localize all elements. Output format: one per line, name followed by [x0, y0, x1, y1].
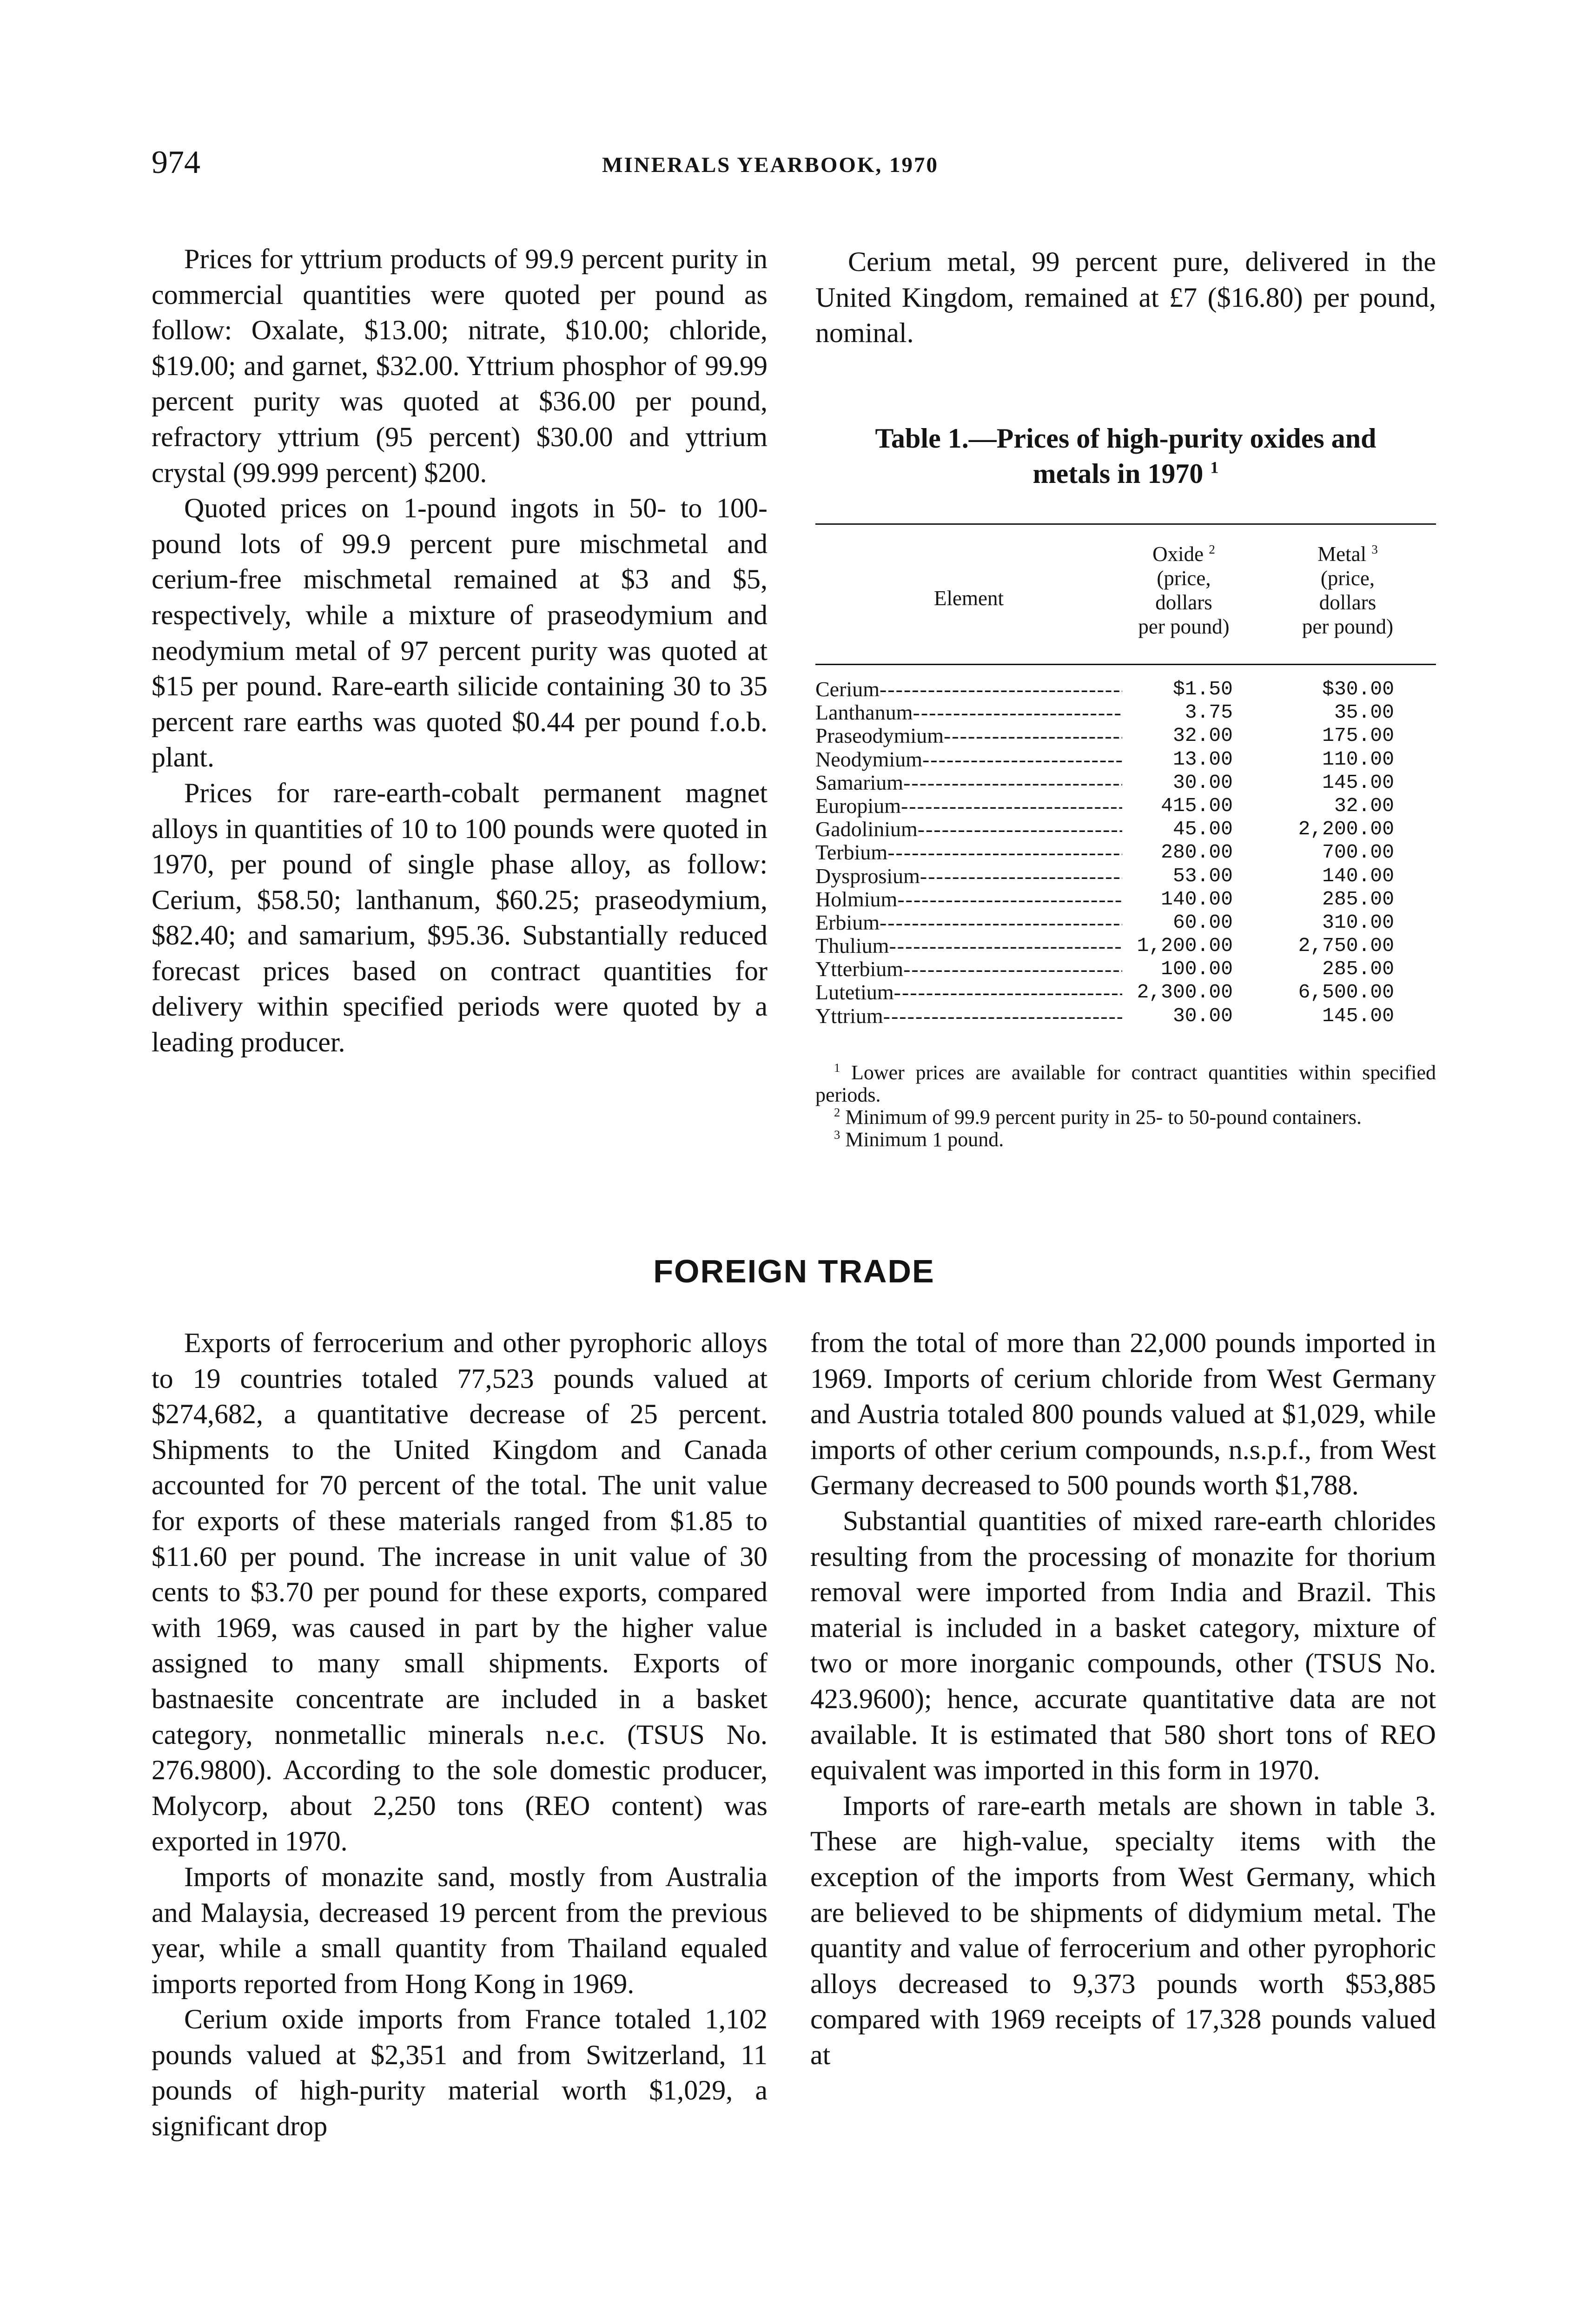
table-row: Erbium ----- 60.00 310.00: [815, 911, 1436, 934]
table-footnotes: [815, 1062, 1436, 1151]
table-row: Terbium ----- 280.00 700.00: [815, 841, 1436, 864]
table-body: [815, 678, 1436, 1028]
price-table: [815, 523, 1436, 1035]
table-title: [815, 421, 1436, 491]
paragraph-continuation: from the total of more than 22,000 pounds imported in 1969. Imports of cerium chloride from West Germany and Austria totaled 800 pounds valued at $1,029, while imports of other cerium compounds, n.s.p.f., from West Germany decreased to 500 pounds worth $1,788.: [810, 1327, 1436, 1501]
header-element: Element: [934, 587, 1004, 610]
paragraph: Quoted prices on 1-pound ingots in 50- to 100-pound lots of 99.9 percent pure mischmetal and cerium-free mischmetal remained at $3 and $5, respectively, while a mixture of praseodymium and neodymium metal of 97 percent purity was quoted at $15 per pound. Rare-earth silicide containing 30 to 35 percent rare earths was quoted $0.44 per pound f.o.b. plant.: [152, 493, 768, 773]
prices-text-column: [152, 241, 768, 1060]
table-row: Yttrium ----- 30.00 145.00: [815, 1004, 1436, 1028]
footnote: $^3$ Minimum 1 pound.: [834, 1128, 1004, 1151]
paragraph: Substantial quantities of mixed rare-earth chlorides resulting from the processing of monazite for thorium removal were imported from India and Brazil. This material is included in a basket category, mixture of two or more inorganic compounds, other (TSUS No. 423.9600); hence, accurate quantitative data are not available. It is estimated that 580 short tons of REO equivalent was imported in this form in 1970.: [810, 1505, 1436, 1786]
running-title: MINERALS YEARBOOK, 1970: [602, 153, 939, 177]
table-row: Dysprosium ----- 53.00 140.00: [815, 865, 1436, 888]
header-oxide: Oxide $^2$ (price, dollars per pound): [1138, 542, 1230, 638]
table-row: Gadolinium ----- 45.00 2,200.00: [815, 818, 1436, 841]
paragraph: Imports of monazite sand, mostly from Australia and Malaysia, decreased 19 percent from the previous year, while a small quantity from Thailand equaled imports reported from Hong Kong in 1969.: [152, 1861, 768, 1999]
table-row: Ytterbium ----- 100.00 285.00: [815, 957, 1436, 981]
foreign-trade-left-column: [152, 1325, 768, 2144]
page-number: 974: [152, 145, 200, 180]
table-row: Holmium ----- 140.00 285.00: [815, 888, 1436, 911]
paragraph: Cerium metal, 99 percent pure, delivered in the United Kingdom, remained at £7 ($16.80) per pound, nominal.: [815, 246, 1436, 349]
table-row: Thulium ----- 1,200.00 2,750.00: [815, 934, 1436, 957]
paragraph: Prices for yttrium products of 99.9 percent purity in commercial quantities were quoted per pound as follow: Oxalate, $13.00; nitrate, $10.00; chloride, $19.00; and garnet, $32.00. Yttrium phosphor of 99.99 percent purity was quoted at $36.00 per pound, refractory yttrium (95 percent) $30.00 and yttrium crystal (99.999 percent) $200.: [152, 244, 768, 488]
section-heading: FOREIGN TRADE: [653, 1253, 935, 1289]
table-title-footnote-mark: 1: [1210, 458, 1219, 477]
table-row: Cerium ----- $1.50 $30.00: [815, 678, 1436, 701]
paragraph: Prices for rare-earth-cobalt permanent magnet alloys in quantities of 10 to 100 pounds were quoted in 1970, per pound of single phase alloy, as follow: Cerium, $58.50; lanthanum, $60.25; praseodymium, $82.40; and samarium, $95.36. Substantially reduced forecast prices based on contract quantities for delivery within specified periods were quoted by a leading producer.: [152, 777, 768, 1058]
header-metal: Metal $^3$ (price, dollars per pound): [1302, 542, 1394, 638]
table-row: Samarium ----- 30.00 145.00: [815, 771, 1436, 794]
paragraph: Cerium oxide imports from France totaled 1,102 pounds valued at $2,351 and from Switzerland, 11 pounds of high-purity material worth $1,029, a significant drop: [152, 2004, 768, 2142]
table-title-line-1: Table 1.—Prices of high-purity oxides and: [875, 423, 1376, 454]
table-row: Europium ----- 415.00 32.00: [815, 794, 1436, 818]
cerium-metal-note: [815, 244, 1436, 351]
footnote: $^2$ Minimum of 99.9 percent purity in 25- to 50-pound containers.: [834, 1105, 1362, 1129]
foreign-trade-right-column: [810, 1325, 1436, 2073]
table-header-rule: [815, 664, 1436, 665]
paragraph: Exports of ferrocerium and other pyrophoric alloys to 19 countries totaled 77,523 pounds valued at $274,682, a quantitative decrease of 25 percent. Shipments to the United Kingdom and Canada accounted for 70 percent of the total. The unit value for exports of these materials ranged from $1.85 to $11.60 per pound. The increase in unit value of 30 cents to $3.70 per pound for these exports, compared with 1969, was caused in part by the higher value assigned to many small shipments. Exports of bastnaesite concentrate are included in a basket category, nonmetallic minerals n.e.c. (TSUS No. 276.9800). According to the sole domestic producer, Molycorp, about 2,250 tons (REO content) was exported in 1970.: [152, 1327, 768, 1857]
footnote: $^1$ Lower prices are available for contract quantities within specified periods.: [815, 1061, 1436, 1106]
paragraph: Imports of rare-earth metals are shown in table 3. These are high-value, specialty items with the exception of the imports from West Germany, which are believed to be shipments of didymium metal. The quantity and value of ferrocerium and other pyrophoric alloys decreased to 9,373 pounds worth $53,885 compared with 1969 receipts of 17,328 pounds valued at: [810, 1790, 1436, 2070]
table-title-line-2: metals in 1970: [1032, 458, 1204, 489]
table-row: Lanthanum ----- 3.75 35.00: [815, 701, 1436, 724]
table-row: Praseodymium ----- 32.00 175.00: [815, 724, 1436, 747]
table-row: Neodymium ----- 13.00 110.00: [815, 748, 1436, 771]
table-top-rule: [815, 523, 1436, 525]
table-row: Lutetium ----- 2,300.00 6,500.00: [815, 981, 1436, 1004]
